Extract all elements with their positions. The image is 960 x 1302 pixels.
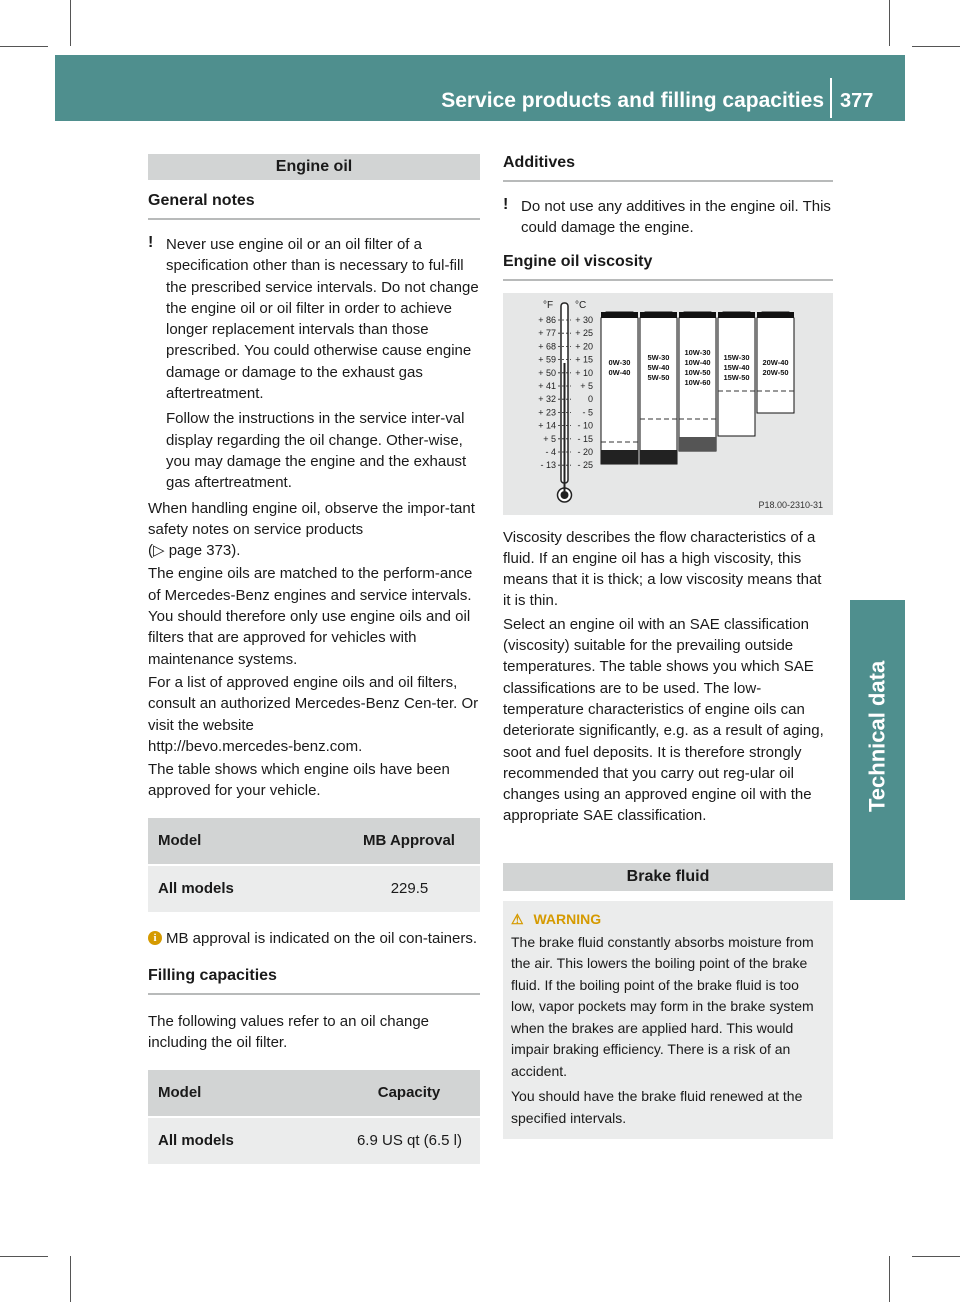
warning-heading [511,911,825,928]
viscosity-grade-label: 15W-40 [723,362,750,372]
viscosity-grade-band [640,312,677,464]
crop-mark [0,46,48,47]
crop-mark [889,0,890,46]
warning-label: WARNING [533,910,602,927]
scale-label-c: + 20 [575,340,593,351]
table-cell: 6.9 US qt (6.5 l) [339,1117,480,1164]
page-title: Service products and filling capacities [441,89,824,112]
viscosity-grade-label: 10W-40 [684,357,711,367]
scale-label-c: + 15 [575,354,593,365]
scale-label-c: + 10 [575,367,593,378]
viscosity-chart [503,293,833,515]
heading-filling-capacities: Filling capacities [148,967,480,995]
scale-label-c: + 25 [575,327,593,338]
section-heading-engine-oil: Engine oil [148,154,480,180]
left-column [148,154,480,1164]
crop-mark [912,46,960,47]
scale-label-f: + 68 [538,340,556,351]
scale-label-c: - 20 [577,446,593,457]
viscosity-grade-label: 5W-30 [647,352,670,362]
scale-label-f: + 32 [538,393,556,404]
warning-note [148,234,480,494]
info-text: MB approval is indicated on the oil con-tainers. [166,929,478,947]
thermometer-bulb-fill [561,491,569,499]
body-paragraph: Viscosity describes the flow characteristics of a fluid. If an engine oil has a high viscosity, this means that it is thick; a low viscosity means that it is thin. [503,528,822,610]
viscosity-grade-label: 10W-30 [684,347,711,357]
warning-triangle-icon: ⚠ [511,910,524,927]
page-reference[interactable]: (▷ page 373). [148,542,241,560]
figure-reference: P18.00-2310-31 [758,499,823,510]
scale-label-f: + 14 [538,420,556,431]
viscosity-grade-label: 20W-40 [762,357,789,367]
warning-text: Do not use any additives in the engine oil. This could damage the engine. [521,198,831,237]
viscosity-grade-cap [757,312,794,318]
viscosity-grade-cap [601,312,638,318]
section-heading-brake-fluid: Brake fluid [503,863,833,891]
warning-text: The brake fluid constantly absorbs moisture from the air. This lowers the boiling point of the brake fluid. If the boiling point of the brake fluid is too low, vapor pockets may form in the brake system when the brakes are applied hard. This would impair braking efficiency. There is a risk of an accident. [511,933,814,1079]
table-header: Model [148,1070,339,1117]
header-divider [830,78,832,118]
viscosity-grade-cap [640,312,677,318]
warning-text-2: Follow the instructions in the service inter-val display regarding the oil change. Other-wise, you may damage the engine and the exhaust gas aftertreatment. [166,410,467,492]
heading-general-notes: General notes [148,192,480,220]
scale-label-c: + 30 [575,314,593,325]
body-paragraph: The following values refer to an oil change including the oil filter. [148,1013,430,1052]
scale-label-c: 0 [587,393,593,404]
scale-label-f: + 59 [538,354,556,365]
warning-note [503,196,833,239]
viscosity-grade-cap [718,312,755,318]
body-paragraph: The table shows which engine oils have been approved for your vehicle. [148,761,450,800]
scale-label-f: + 77 [538,327,556,338]
approval-table [148,818,480,912]
scale-label-c: - 10 [577,420,593,431]
viscosity-grade-cap [679,312,716,318]
right-column [503,154,833,1139]
viscosity-grade-label: 5W-50 [647,372,670,382]
viscosity-chart-svg [503,293,833,515]
crop-mark [889,1256,890,1302]
chapter-tab-label: Technical data [864,660,890,812]
viscosity-grade-label: 15W-30 [723,352,750,362]
viscosity-grade-label: 0W-40 [608,367,631,377]
crop-mark [0,1256,48,1257]
table-cell: All models [148,865,339,912]
heading-viscosity: Engine oil viscosity [503,253,833,281]
table-header: Capacity [339,1070,480,1117]
body-paragraph: When handling engine oil, observe the impor-tant safety notes on service products [148,499,475,538]
scale-label-f: + 5 [543,433,556,444]
scale-label-f: + 86 [538,314,556,325]
heading-additives: Additives [503,154,833,182]
scale-label-f: + 23 [538,406,556,417]
viscosity-grade-label: 5W-40 [647,362,670,372]
viscosity-grade-band [601,312,638,464]
table-cell: 229.5 [339,865,480,912]
viscosity-grade-label: 15W-50 [723,372,750,382]
scale-label-f: + 41 [538,380,556,391]
capacity-table [148,1070,480,1164]
crop-mark [70,0,71,46]
body-paragraph: The engine oils are matched to the perform-ance of Mercedes-Benz engines and service intervals. You should therefore only use engine oils and oil filters that are approved for vehicles with maintenance systems. [148,565,473,668]
info-note [148,928,480,949]
table-row [148,865,480,912]
exclamation-icon: ! [503,196,509,213]
warning-text: Never use engine oil or an oil filter of a specification other than is necessary to ful-fill the prescribed service intervals. Do not change the engine oil or oil filter in order to achieve longer replacement intervals than those prescribed. You could otherwise cause engine damage or damage to the exhaust gas aftertreatment. [166,236,479,403]
table-row [148,1117,480,1164]
scale-label-f: - 4 [545,446,556,457]
viscosity-grade-label: 0W-30 [608,357,631,367]
body-paragraph: Select an engine oil with an SAE classification (viscosity) suitable for the prevailing outside temperatures. The table shows you which SAE classifications are to be used. The low-temperature characteristics of engine oils can deteriorate significantly, e.g. as a result of aging, soot and fuel deposits. It is therefore strongly recommended that you carry out reg-ular oil changes using an approved engine oil with the appropriate SAE classification. [503,615,824,825]
table-header: MB Approval [339,818,480,865]
crop-mark [70,1256,71,1302]
viscosity-grade-low-fill [601,450,638,464]
scale-label-c: - 25 [577,459,593,470]
viscosity-grade-label: 10W-50 [684,367,711,377]
scale-label-c: - 15 [577,433,593,444]
viscosity-grade-label: 10W-60 [684,377,711,387]
warning-box [503,901,833,1140]
table-cell: All models [148,1117,339,1164]
warning-text-2: You should have the brake fluid renewed at the specified intervals. [511,1088,803,1126]
viscosity-grade-label: 20W-50 [762,367,789,377]
scale-label-c: - 5 [582,406,593,417]
crop-mark [912,1256,960,1257]
viscosity-grades [601,312,794,464]
scale-label-c: + 5 [580,380,593,391]
unit-f: °F [543,299,554,311]
exclamation-icon: ! [148,234,154,251]
table-header: Model [148,818,339,865]
website-link[interactable]: http://bevo.mercedes-benz.com. [148,737,363,755]
scale-label-f: + 50 [538,367,556,378]
page-number: 377 [840,90,874,112]
viscosity-grade-low-fill [640,450,677,464]
unit-c: °C [575,299,587,311]
viscosity-grade-low-fill [679,437,716,451]
body-paragraph: For a list of approved engine oils and oil filters, consult an authorized Mercedes-Benz Cen-ter. Or visit the website [148,673,479,734]
info-icon: i [148,931,162,945]
scale-label-f: - 13 [540,459,556,470]
